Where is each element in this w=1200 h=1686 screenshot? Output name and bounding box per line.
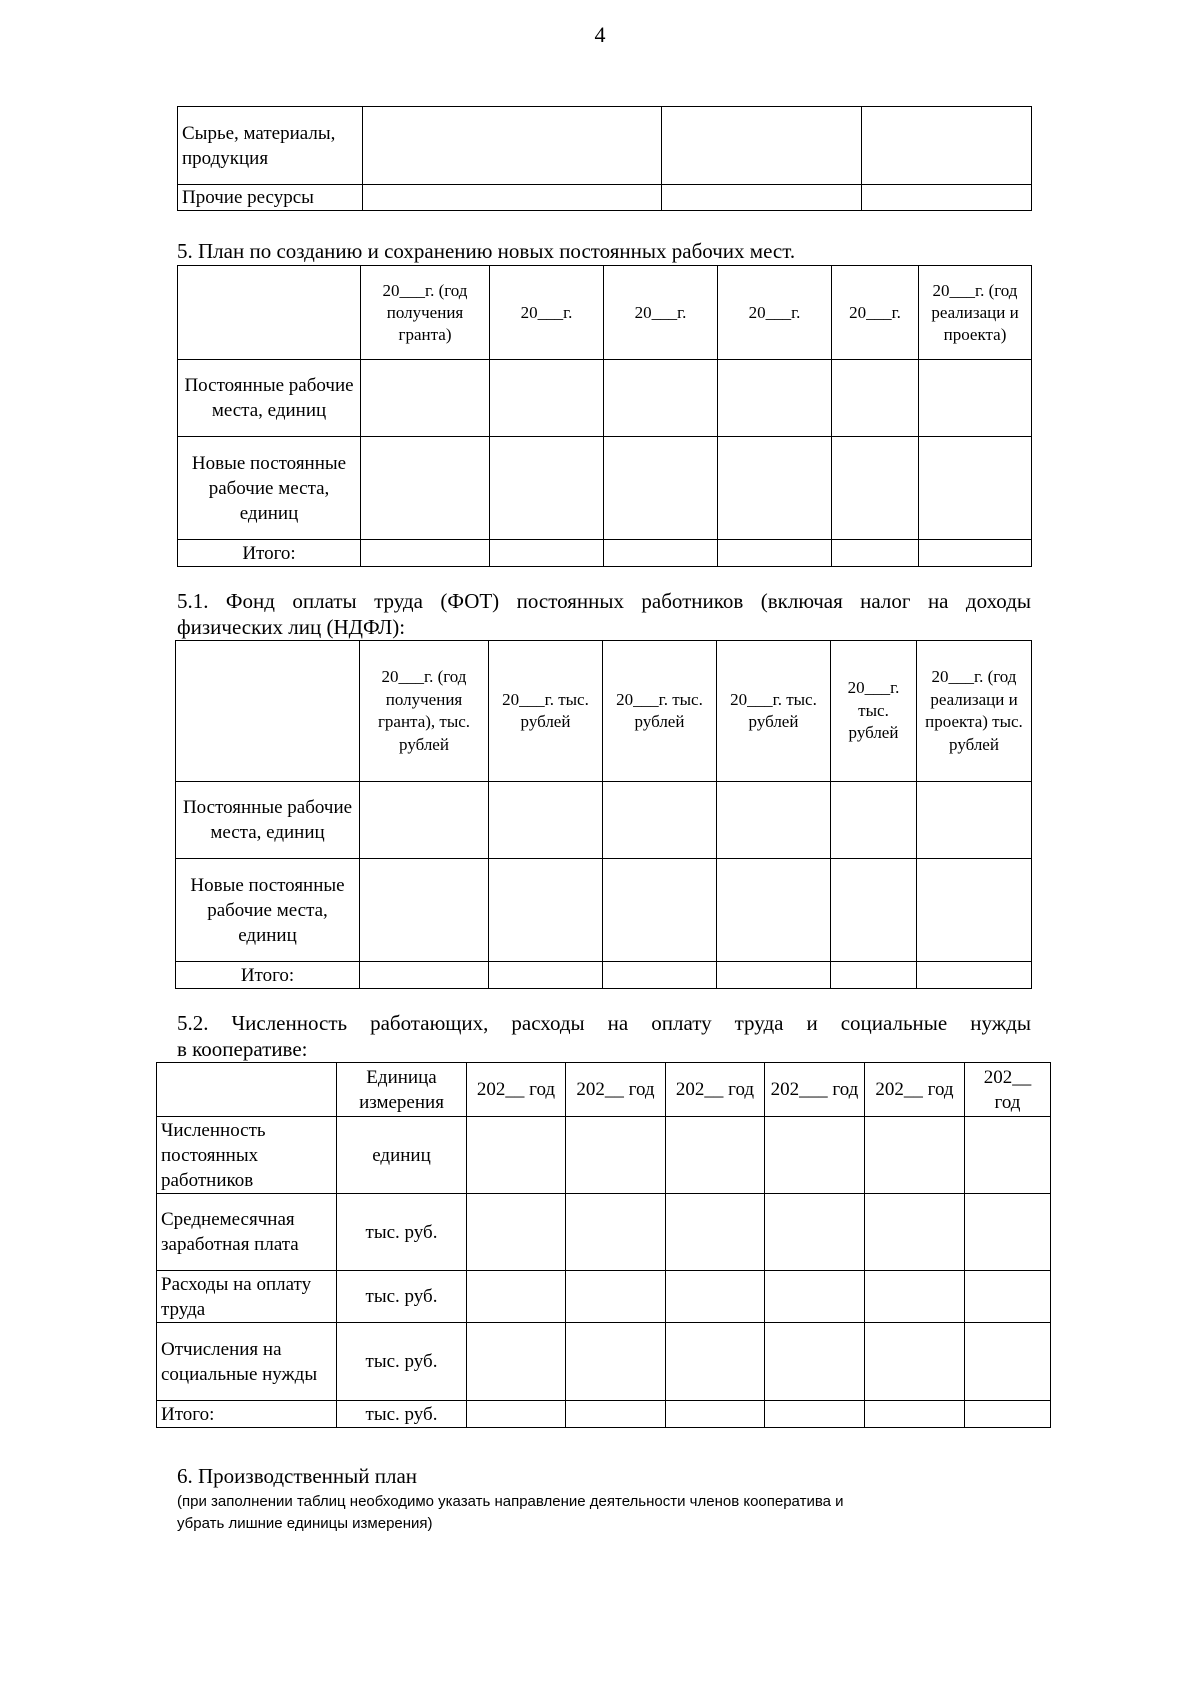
data-cell[interactable] [467,1117,566,1194]
header-cell: 202___ год [765,1063,865,1117]
unit-cell: тыс. руб. [337,1323,467,1401]
header-cell: 20___г. (год получения гранта) [361,266,490,360]
data-cell[interactable] [666,1271,765,1323]
data-cell[interactable] [717,782,831,859]
table-header-row [178,266,1032,360]
data-cell[interactable] [603,859,717,962]
data-cell[interactable] [831,859,917,962]
page-number: 4 [594,22,606,47]
table-row [178,437,1032,540]
table-row [176,782,1032,859]
row-label: Новые постоянные рабочие места, единиц [176,859,360,962]
row-label: Прочие ресурсы [178,185,363,211]
data-cell[interactable] [603,782,717,859]
data-cell[interactable] [360,782,489,859]
section-5-heading: 5. План по созданию и сохранению новых постоянных рабочих мест. [177,239,796,263]
data-cell[interactable] [490,540,604,567]
data-cell[interactable] [566,1401,666,1428]
data-cell[interactable] [765,1323,865,1401]
data-cell[interactable] [604,437,718,540]
header-cell: Единица измерения [337,1063,467,1117]
data-cell[interactable] [489,962,603,989]
table-header-row [157,1063,1051,1117]
data-cell[interactable] [917,859,1032,962]
data-cell[interactable] [566,1323,666,1401]
data-cell[interactable] [965,1323,1051,1401]
header-cell [176,641,360,782]
data-cell[interactable] [765,1401,865,1428]
data-cell[interactable] [865,1323,965,1401]
section-6-note-line1: (при заполнении таблиц необходимо указать направление деятельности членов кооператива и [177,1493,844,1510]
data-cell[interactable] [717,859,831,962]
data-cell[interactable] [489,859,603,962]
section-5-2-heading-line2: в кооперативе: [177,1037,308,1061]
data-cell[interactable] [718,360,832,437]
header-cell: 20___г. тыс. рублей [717,641,831,782]
table-row [178,107,1032,185]
data-cell[interactable] [865,1117,965,1194]
data-cell[interactable] [361,360,490,437]
data-cell[interactable] [361,437,490,540]
data-cell[interactable] [489,782,603,859]
data-cell[interactable] [604,360,718,437]
header-cell: 202__ год [467,1063,566,1117]
data-cell[interactable] [917,962,1032,989]
row-label: Сырье, материалы, продукция [178,107,363,185]
header-cell: 202__ год [865,1063,965,1117]
data-cell[interactable] [965,1271,1051,1323]
unit-cell: тыс. руб. [337,1271,467,1323]
header-cell: 20___г. (год реализаци и проекта) [919,266,1032,360]
unit-cell: тыс. руб. [337,1194,467,1271]
header-cell: 20___г. (год получения гранта), тыс. рублей [360,641,489,782]
data-cell[interactable] [919,360,1032,437]
data-cell[interactable] [467,1401,566,1428]
staff-expenses-table [156,1062,1051,1428]
table-header-row [176,641,1032,782]
data-cell[interactable] [363,185,662,211]
data-cell[interactable] [865,1271,965,1323]
data-cell[interactable] [832,360,919,437]
data-cell[interactable] [666,1117,765,1194]
header-cell: 20___г. (год реализаци и проекта) тыс. рублей [917,641,1032,782]
data-cell[interactable] [467,1194,566,1271]
row-label: Численность постоянных работников [157,1117,337,1194]
data-cell[interactable] [917,782,1032,859]
header-cell: 202__ год [566,1063,666,1117]
data-cell[interactable] [666,1194,765,1271]
data-cell[interactable] [965,1117,1051,1194]
data-cell[interactable] [832,437,919,540]
section-5-1-heading-line1: 5.1. Фонд оплаты труда (ФОТ) постоянных работников (включая налог на доходы [177,589,1031,613]
table-row [176,962,1032,989]
section-5-2-heading-line1: 5.2. Численность работающих, расходы на оплату труда и социальные нужды [177,1011,1031,1035]
data-cell[interactable] [765,1271,865,1323]
data-cell[interactable] [467,1271,566,1323]
row-label: Среднемесячная заработная плата [157,1194,337,1271]
row-label: Расходы на оплату труда [157,1271,337,1323]
data-cell[interactable] [865,1194,965,1271]
data-cell[interactable] [360,859,489,962]
data-cell[interactable] [666,1401,765,1428]
data-cell[interactable] [831,962,917,989]
table-row [157,1117,1051,1194]
data-cell[interactable] [865,1401,965,1428]
row-label: Постоянные рабочие места, единиц [176,782,360,859]
row-label: Отчисления на социальные нужды [157,1323,337,1401]
table-row [157,1401,1051,1428]
data-cell[interactable] [717,962,831,989]
header-cell: 202__ год [666,1063,765,1117]
unit-cell: единиц [337,1117,467,1194]
data-cell[interactable] [831,782,917,859]
data-cell[interactable] [965,1194,1051,1271]
table-row [178,185,1032,211]
data-cell[interactable] [361,540,490,567]
header-cell: 20___г. [832,266,919,360]
data-cell[interactable] [566,1117,666,1194]
table-row [157,1323,1051,1401]
data-cell[interactable] [363,107,662,185]
data-cell[interactable] [862,185,1032,211]
data-cell[interactable] [467,1323,566,1401]
header-cell [178,266,361,360]
data-cell[interactable] [490,360,604,437]
row-label: Постоянные рабочие места, единиц [178,360,361,437]
data-cell[interactable] [603,962,717,989]
data-cell[interactable] [965,1401,1051,1428]
data-cell[interactable] [919,540,1032,567]
data-cell[interactable] [490,437,604,540]
row-label: Итого: [176,962,360,989]
row-label: Итого: [178,540,361,567]
section-6-note-line2: убрать лишние единицы измерения) [177,1515,433,1532]
header-cell: 20___г. тыс. рублей [603,641,717,782]
table-row [178,540,1032,567]
header-cell: 20___г. [718,266,832,360]
header-cell: 20___г. тыс. рублей [831,641,917,782]
header-cell: 20___г. тыс. рублей [489,641,603,782]
data-cell[interactable] [718,437,832,540]
data-cell[interactable] [662,107,862,185]
resources-table [177,106,1032,211]
payroll-fund-table [175,640,1032,989]
data-cell[interactable] [832,540,919,567]
data-cell[interactable] [604,540,718,567]
data-cell[interactable] [919,437,1032,540]
table-row [176,859,1032,962]
table-row [157,1194,1051,1271]
section-5-1-heading-line2: физических лиц (НДФЛ): [177,615,406,639]
data-cell[interactable] [862,107,1032,185]
data-cell[interactable] [662,185,862,211]
data-cell[interactable] [566,1194,666,1271]
section-6-heading: 6. Производственный план [177,1464,418,1488]
table-row [157,1271,1051,1323]
header-cell: 202__ год [965,1063,1051,1117]
header-cell: 20___г. [604,266,718,360]
data-cell[interactable] [360,962,489,989]
data-cell[interactable] [666,1323,765,1401]
data-cell[interactable] [718,540,832,567]
unit-cell: тыс. руб. [337,1401,467,1428]
header-cell [157,1063,337,1117]
data-cell[interactable] [765,1194,865,1271]
jobs-plan-table [177,265,1032,567]
header-cell: 20___г. [490,266,604,360]
data-cell[interactable] [765,1117,865,1194]
table-row [178,360,1032,437]
row-label: Итого: [157,1401,337,1428]
data-cell[interactable] [566,1271,666,1323]
row-label: Новые постоянные рабочие места, единиц [178,437,361,540]
